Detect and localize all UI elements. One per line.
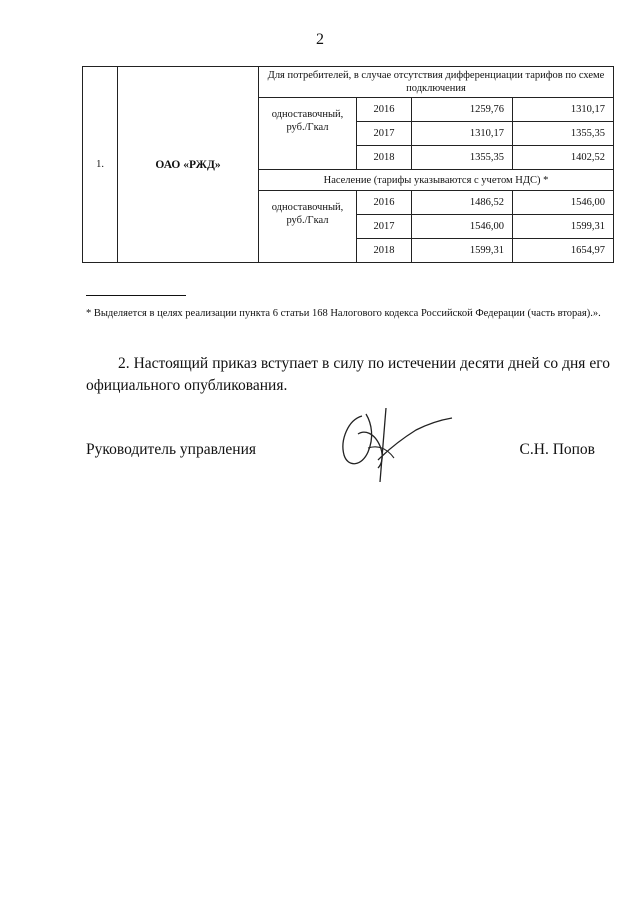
- value-cell: 1355,35: [412, 146, 513, 170]
- year-cell: 2018: [357, 146, 412, 170]
- unit-cell: одноставочный, руб./Гкал: [259, 98, 357, 170]
- section-header: Для потребителей, в случае отсутствия дифференциации тарифов по схеме подключения: [259, 67, 614, 98]
- section-header: Население (тарифы указываются с учетом НДС) *: [259, 170, 614, 191]
- signatory-name: С.Н. Попов: [519, 441, 595, 458]
- order-paragraph: 2. Настоящий приказ вступает в силу по истечении десяти дней со дня его официального опубликования.: [86, 355, 610, 394]
- value-cell: 1599,31: [513, 215, 614, 239]
- value-cell: 1310,17: [412, 122, 513, 146]
- footnote: * Выделяется в целях реализации пункта 6 статьи 168 Налогового кодекса Российской Федерации (часть вторая).».: [86, 308, 601, 319]
- unit-cell: одноставочный, руб./Гкал: [259, 191, 357, 263]
- value-cell: 1546,00: [513, 191, 614, 215]
- year-cell: 2016: [357, 98, 412, 122]
- year-cell: 2017: [357, 122, 412, 146]
- year-cell: 2018: [357, 239, 412, 263]
- organization-cell: ОАО «РЖД»: [118, 67, 259, 263]
- year-cell: 2016: [357, 191, 412, 215]
- value-cell: 1546,00: [412, 215, 513, 239]
- value-cell: 1355,35: [513, 122, 614, 146]
- value-cell: 1599,31: [412, 239, 513, 263]
- footnote-divider: [86, 295, 186, 296]
- signatory-title: Руководитель управления: [86, 441, 257, 458]
- value-cell: 1654,97: [513, 239, 614, 263]
- tariff-table: [82, 66, 614, 263]
- value-cell: 1259,76: [412, 98, 513, 122]
- page-number: 2: [316, 31, 324, 48]
- value-cell: 1310,17: [513, 98, 614, 122]
- value-cell: 1402,52: [513, 146, 614, 170]
- handwritten-signature: [328, 400, 458, 490]
- value-cell: 1486,52: [412, 191, 513, 215]
- year-cell: 2017: [357, 215, 412, 239]
- row-number-cell: 1.: [83, 67, 118, 263]
